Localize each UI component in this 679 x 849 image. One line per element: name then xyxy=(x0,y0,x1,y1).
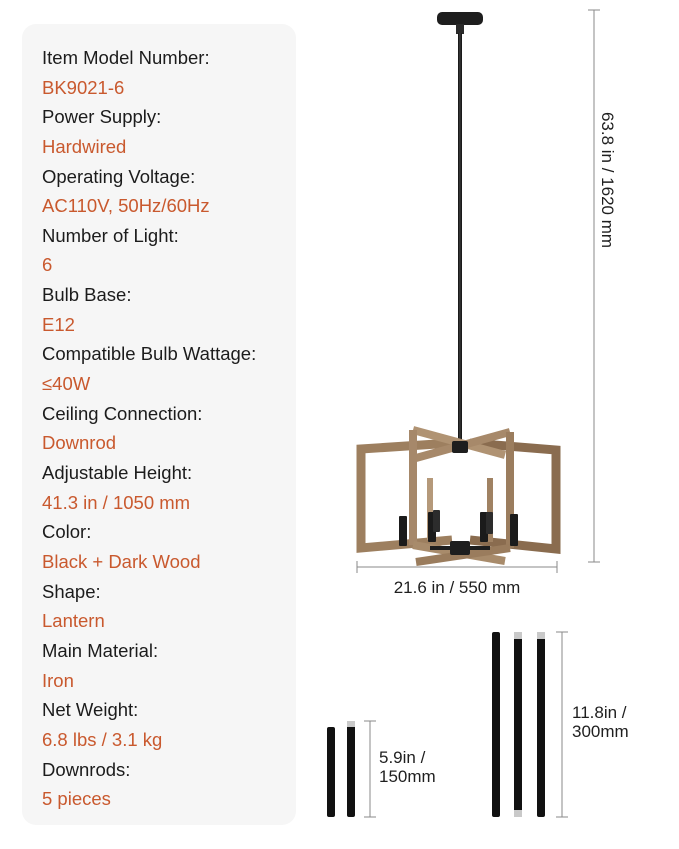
spec-value: ≤40W xyxy=(42,373,91,395)
short-rod-dimension-imperial: 5.9in / xyxy=(379,748,426,767)
spec-label: Bulb Base: xyxy=(42,284,132,306)
spec-label: Adjustable Height: xyxy=(42,462,193,484)
long-rod-dimension-label xyxy=(572,703,629,741)
width-dimension-label: 21.6 in / 550 mm xyxy=(393,578,521,597)
long-downrods xyxy=(492,632,545,817)
short-downrods xyxy=(327,721,355,817)
spec-value: Black + Dark Wood xyxy=(42,550,201,572)
spec-label: Net Weight: xyxy=(42,699,139,721)
short-rod-dimension-metric: 150mm xyxy=(379,767,436,786)
chandelier-downrod xyxy=(437,12,483,443)
spec-label: Compatible Bulb Wattage: xyxy=(42,343,257,365)
spec-value: AC110V, 50Hz/60Hz xyxy=(42,195,210,217)
spec-value: Downrod xyxy=(42,432,117,454)
short-rod-dimension-line xyxy=(364,721,376,817)
spec-value: Iron xyxy=(42,669,74,691)
spec-label: Power Supply: xyxy=(42,106,162,128)
spec-value: 41.3 in / 1050 mm xyxy=(42,491,191,513)
short-rod-dimension-label xyxy=(379,748,436,786)
spec-value: 5 pieces xyxy=(42,788,111,810)
spec-label: Ceiling Connection: xyxy=(42,402,203,424)
spec-label: Number of Light: xyxy=(42,224,179,246)
long-rod-dimension-metric: 300mm xyxy=(572,722,629,741)
spec-value: Lantern xyxy=(42,610,105,632)
spec-value: 6 xyxy=(42,254,53,276)
spec-label: Color: xyxy=(42,521,92,543)
height-dimension-label: 63.8 in / 1620 mm xyxy=(598,111,617,249)
width-dimension-line xyxy=(357,561,557,573)
spec-value: 6.8 lbs / 3.1 kg xyxy=(42,728,163,750)
spec-value: E12 xyxy=(42,313,75,335)
spec-value: BK9021-6 xyxy=(42,76,125,98)
spec-label: Main Material: xyxy=(42,639,159,661)
spec-label: Operating Voltage: xyxy=(42,165,196,187)
spec-value: Hardwired xyxy=(42,135,127,157)
spec-label: Downrods: xyxy=(42,758,131,780)
long-rod-dimension-line xyxy=(556,632,568,817)
height-dimension-line xyxy=(588,10,600,562)
long-rod-dimension-imperial: 11.8in / xyxy=(572,703,627,722)
spec-label: Shape: xyxy=(42,580,101,602)
spec-label: Item Model Number: xyxy=(42,47,210,68)
